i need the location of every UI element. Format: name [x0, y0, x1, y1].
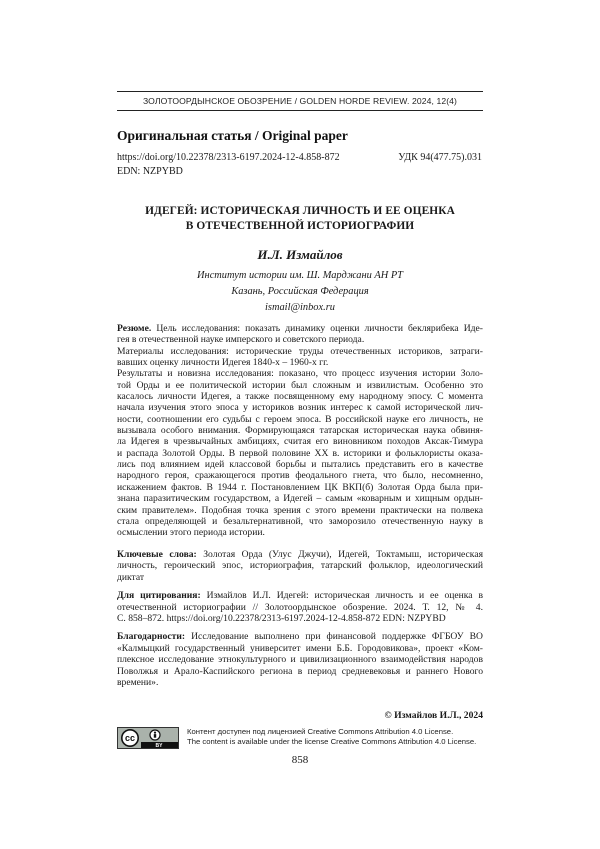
abstract-line: знана паразитическим государством, а Идегей – самым «коварным и хищным ордын-	[117, 493, 483, 505]
license-line-en: The content is available under the license Creative Commons Attribution 4.0 License.	[187, 736, 477, 746]
abstract-line: вызывала особого внимания. Формирующаяся татарская историческая наука обвиня-	[117, 425, 483, 437]
license-block	[117, 727, 483, 751]
keywords	[117, 549, 483, 583]
abstract-line: народного героя, сражающегося против феодального гнета, что было, несомненно,	[117, 470, 483, 482]
abstract-line: начала изучения этого эпоса у историков возник интерес к самой исторической лич-	[117, 402, 483, 414]
ack-line: времени».	[117, 677, 159, 689]
udk-code: УДК 94(477.75).031	[398, 152, 482, 163]
citation-line: С. 858–872. https://doi.org/10.22378/2313-6197.2024-12-4.858-872 EDN: NZPYBD	[117, 613, 446, 625]
abstract-line: стала определяющей и безальтернативной, что заморозило отечественную науку в	[117, 515, 483, 527]
title-line-2: В ОТЕЧЕСТВЕННОЙ ИСТОРИОГРАФИИ	[185, 220, 415, 232]
page-number: 858	[291, 754, 309, 766]
acknowledgments	[117, 631, 483, 689]
abstract-label: Резюме.	[117, 323, 152, 334]
keywords-line: личность, героический эпос, историография, татарский фольклор, идеологический	[117, 560, 483, 572]
abstract-line: вавших оценку личности Идегея 1840-х – 1960-х гг.	[117, 357, 329, 369]
article-type-heading: Оригинальная статья / Original paper	[117, 128, 348, 143]
license-text	[187, 727, 483, 746]
author-email[interactable]: ismail@inbox.ru	[265, 302, 335, 313]
abstract-line: Резюме. Цель исследования: показать динамику оценки личности беклярибека Иде-	[117, 323, 483, 334]
citation-line: отечественной историографии // Золотоордынское обозрение. 2024. Т. 12, № 4.	[117, 601, 483, 613]
cc-logo-icon	[118, 728, 178, 748]
by-badge-text: BY	[155, 743, 163, 748]
abstract-line: той Орды и ее политической истории был сложным и извилистым. Особенно это	[117, 379, 483, 391]
ack-line: плексное исследование этнокультурного и цивилизационного взаимодействия народов	[117, 654, 483, 666]
cc-badge-text: cc	[124, 733, 136, 744]
abstract-line: ским правителем». Подобная точка зрения с этого времени практически на полвека	[117, 504, 483, 516]
ack-line: Поволжья и Арало-Каспийского региона в период средневековья и раннего Нового	[117, 665, 483, 677]
affiliation-city: Казань, Российская Федерация	[231, 286, 369, 297]
copyright-notice: © Измайлов И.Л., 2024	[384, 710, 483, 721]
edn-code: EDN: NZPYBD	[117, 166, 183, 177]
abstract-line: осмыслении этого периода истории.	[117, 527, 265, 539]
abstract-line: лись под влиянием идей классовой борьбы и пытались представить его в качестве	[117, 459, 483, 471]
ack-line: Благодарности: Исследование выполнено при финансовой поддержке ФГБОУ ВО	[117, 631, 483, 642]
author-name: И.Л. Измайлов	[257, 247, 343, 262]
abstract-line: и распада Золотой Орды. В первой половине ХХ в. историки и фольклористы оказа-	[117, 447, 483, 459]
abstract	[117, 323, 483, 539]
abstract-line: ла Идегея в чрезвычайных амбициях, считая его виновником походов Аксак-Тимура	[117, 436, 483, 448]
citation-line: Для цитирования: Измайлов И.Л. Идегей: историческая личность и ее оценка в	[117, 590, 483, 601]
keywords-line: диктат	[117, 571, 145, 583]
abstract-line: гея в отечественной науке имперского и советского периода.	[117, 334, 365, 346]
abstract-line: Материалы исследования: исторические труды отечественных историков, затраги-	[117, 345, 483, 357]
keywords-line: Ключевые слова: Золотая Орда (Улус Джучи), Идегей, Токтамыш, историческая	[117, 549, 483, 560]
abstract-line: касалось личности Идегея, а также посвященному ему народному эпосу. С момента	[117, 391, 483, 403]
citation	[117, 590, 483, 625]
ack-line: «Калмыцкий государственный университет имени Б.Б. Городовикова», проект «Ком-	[117, 642, 483, 654]
abstract-line: ности, соотношении его судьбы с героем эпоса. В российской науке его личность, не	[117, 413, 483, 425]
article-title	[117, 204, 483, 234]
affiliation-institute: Институт истории им. Ш. Марджани АН РТ	[197, 270, 403, 281]
doi-link[interactable]: https://doi.org/10.22378/2313-6197.2024-12-4.858-872	[117, 152, 340, 163]
journal-header: ЗОЛОТООРДЫНСКОЕ ОБОЗРЕНИЕ / GOLDEN HORDE REVIEW. 2024, 12(4)	[117, 91, 483, 111]
cc-by-license-badge[interactable]	[117, 727, 179, 749]
abstract-line: искажением фактов. В 1944 г. Постановлением ЦК ВКП(б) Золотая Орда была при-	[117, 481, 483, 493]
ack-label: Благодарности:	[117, 631, 186, 642]
keywords-label: Ключевые слова:	[117, 549, 197, 560]
abstract-line: Результаты и новизна исследования: показано, что процесс изучения истории Золо-	[117, 368, 483, 380]
title-line-1: ИДЕГЕЙ: ИСТОРИЧЕСКАЯ ЛИЧНОСТЬ И ЕЕ ОЦЕНКА	[145, 205, 455, 217]
license-line-ru: Контент доступен под лицензией Creative Commons Attribution 4.0 License.	[187, 727, 454, 736]
citation-label: Для цитирования:	[117, 590, 201, 601]
